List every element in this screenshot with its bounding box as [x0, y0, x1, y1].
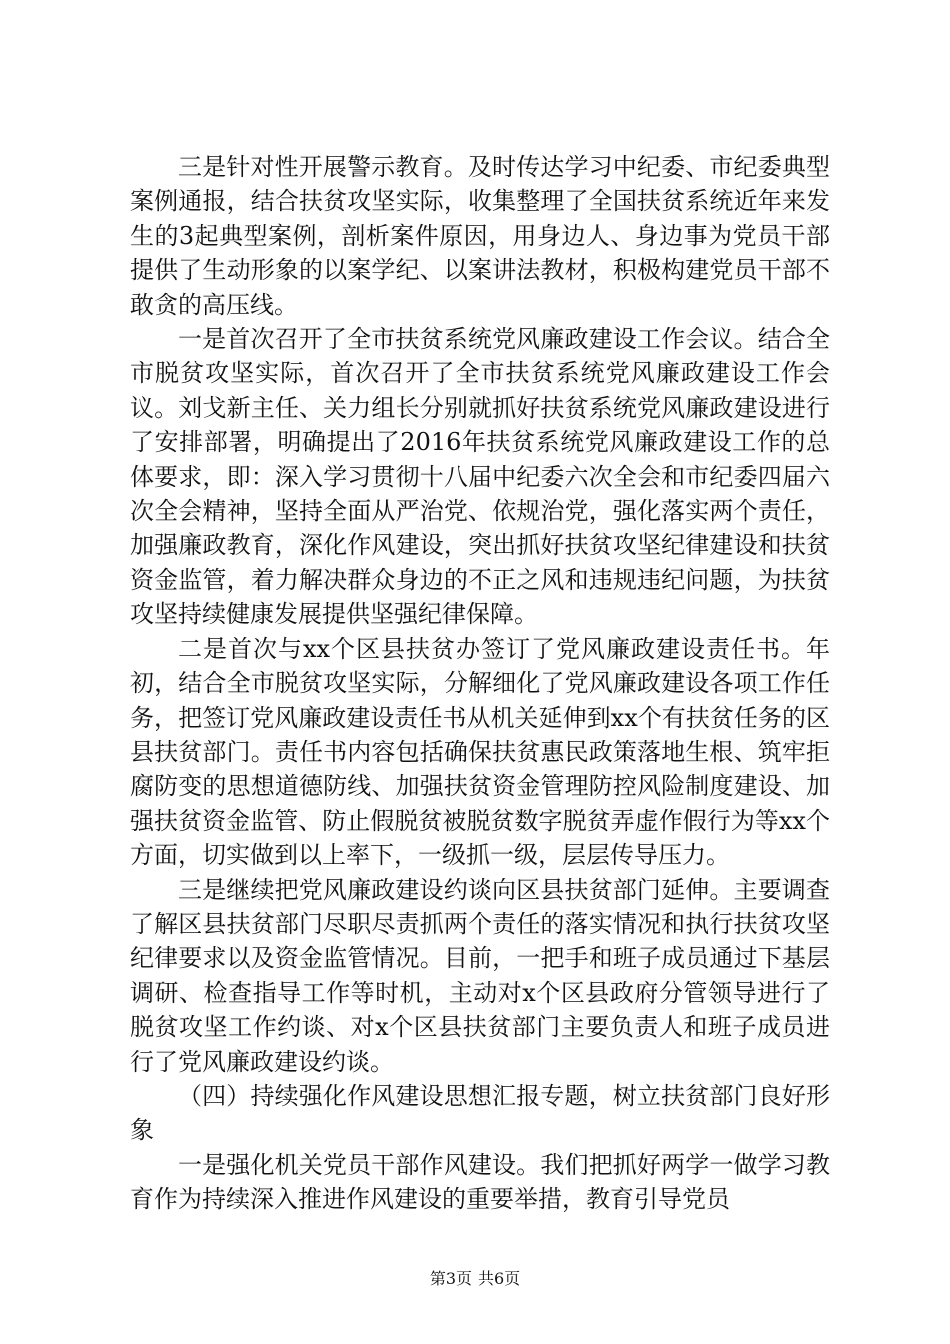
section-heading-four: （四）持续强化作风建设思想汇报专题，树立扶贫部门良好形象 — [130, 1081, 830, 1145]
page-total: 共6页 — [478, 1269, 521, 1288]
paragraph-first-meeting: 一是首次召开了全市扶贫系统党风廉政建设工作会议。结合全市脱贫攻坚实际，首次召开了全市扶贫系统党风廉政建设工作会议。刘戈新主任、关力组长分别就抓好扶贫系统党风廉政建设进行了安排部署，明确提出了2016年扶贫系统党风廉政建设工作的总体要求，即：深入学习贯彻十八届中纪委六次全会和市纪委四届六次全会精神，坚持全面从严治党、依规治党，强化落实两个责任，加强廉政教育，深化作风建设，突出抓好扶贫攻坚纪律建设和扶贫资金监管，着力解决群众身边的不正之风和违规违纪问题，为扶贫攻坚持续健康发展提供坚强纪律保障。 — [130, 325, 830, 629]
page-number: 第3页 — [429, 1269, 472, 1288]
paragraph-interview-extension: 三是继续把党风廉政建设约谈向区县扶贫部门延伸。主要调查了解区县扶贫部门尽职尽责抓两个责任的落实情况和执行扶贫攻坚纪律要求以及资金监管情况。目前，一把手和班子成员通过下基层调研、检查指导工作等时机，主动对x个区县政府分管领导进行了脱贫攻坚工作约谈、对x个区县扶贫部门主要负责人和班子成员进行了党风廉政建设约谈。 — [130, 875, 830, 1076]
page-footer — [0, 1268, 950, 1290]
paragraph-work-style: 一是强化机关党员干部作风建设。我们把抓好两学一做学习教育作为持续深入推进作风建设的重要举措，教育引导党员 — [130, 1150, 830, 1214]
paragraph-warning-education: 三是针对性开展警示教育。及时传达学习中纪委、市纪委典型案例通报，结合扶贫攻坚实际，收集整理了全国扶贫系统近年来发生的3起典型案例，剖析案件原因，用身边人、身边事为党员干部提供了生动形象的以案学纪、以案讲法教材，积极构建党员干部不敢贪的高压线。 — [130, 153, 830, 319]
document-body — [130, 150, 830, 1217]
paragraph-responsibility-letter: 二是首次与xx个区县扶贫办签订了党风廉政建设责任书。年初，结合全市脱贫攻坚实际，分解细化了党风廉政建设各项工作任务，把签订党风廉政建设责任书从机关延伸到xx个有扶贫任务的区县扶贫部门。责任书内容包括确保扶贫惠民政策落地生根、筑牢拒腐防变的思想道德防线、加强扶贫资金管理防控风险制度建设、加强扶贫资金监管、防止假脱贫被脱贫数字脱贫弄虚作假行为等xx个方面，切实做到以上率下，一级抓一级，层层传导压力。 — [130, 634, 830, 870]
